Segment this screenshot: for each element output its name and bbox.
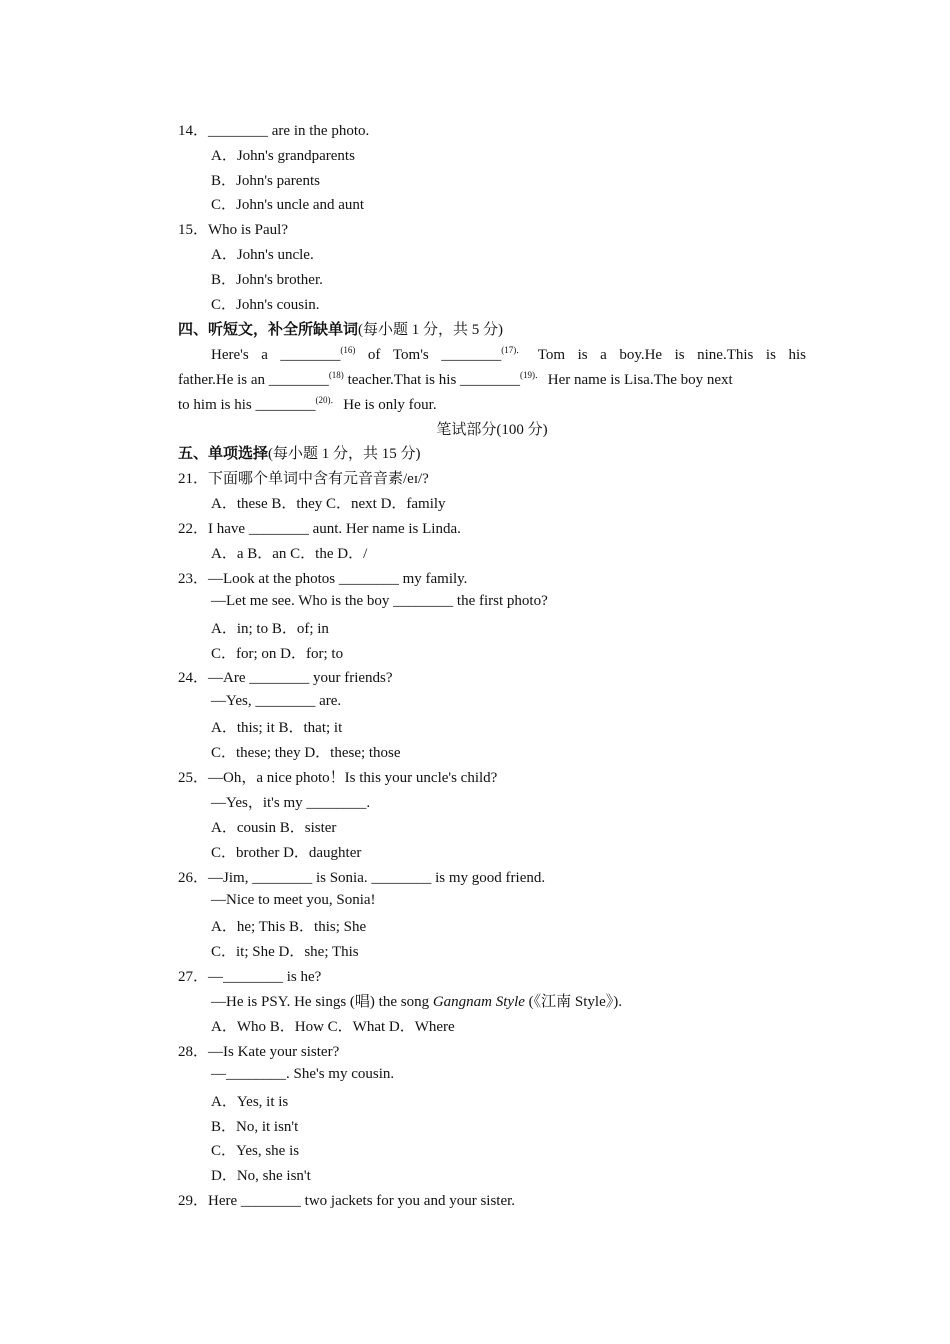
question-stem-2: —Yes，it's my ________. [211, 795, 371, 811]
question-27: 27．—________ is he? [178, 969, 322, 985]
question-number: 15． [178, 222, 209, 238]
options: A．in; to B．of; in [211, 621, 329, 637]
question-stem: ________ are in the photo. [208, 123, 370, 139]
question-26: 26．—Jim, ________ is Sonia. ________ is my good friend. [178, 870, 546, 886]
options: A．cousin B．sister [211, 820, 337, 836]
question-stem-2: —Nice to meet you, Sonia! [211, 892, 376, 908]
question-22: 22．I have ________ aunt. Her name is Linda. [178, 521, 461, 537]
question-number: 14． [178, 123, 209, 139]
option-b: B．John's parents [211, 173, 320, 189]
section-score: (每小题 1 分，共 15 分) [268, 446, 421, 462]
question-14 [178, 121, 369, 141]
options: A．a B．an C．the D．/ [211, 546, 368, 562]
question-stem-2: —Yes, ________ are. [211, 693, 342, 709]
blank-16: ________ [280, 347, 341, 363]
section-title: 四、听短文，补全所缺单词 [178, 322, 359, 338]
options: C．these; they D．these; those [211, 745, 401, 761]
option-b: B．No, it isn't [211, 1119, 299, 1135]
question-stem-2: —He is PSY. He sings (唱) the song Gangnam Style (《江南 Style》). [211, 994, 622, 1010]
question-25: 25．—Oh，a nice photo！Is this your uncle's child? [178, 770, 498, 786]
passage-line-2: father.He is an ________$^{(18)}$ teacher.That is his ________$^{(19).}$ Her name is Lisa.The boy next [178, 370, 733, 388]
options: A．Who B．How C．What D．Where [211, 1019, 455, 1035]
section-title: 五、单项选择 [178, 446, 269, 462]
question-23: 23．—Look at the photos ________ my family. [178, 571, 468, 587]
option-d: D．No, she isn't [211, 1168, 311, 1184]
option-a: A．John's uncle. [211, 247, 314, 263]
option-c: C．John's cousin. [211, 297, 320, 313]
section-5-heading [178, 444, 421, 464]
question-15 [178, 220, 288, 240]
option-a: A．Yes, it is [211, 1094, 289, 1110]
section-score: (每小题 1 分，共 5 分) [358, 322, 504, 338]
question-28: 28．—Is Kate your sister? [178, 1044, 340, 1060]
passage-line-3: to him is his ________$^{(20).}$ He is only four. [178, 395, 437, 413]
question-21: 21．下面哪个单词中含有元音音素/eɪ/? [178, 471, 429, 487]
question-29: 29．Here ________ two jackets for you and your sister. [178, 1193, 516, 1209]
options: A．this; it B．that; it [211, 720, 343, 736]
option-a: A．John's grandparents [211, 148, 355, 164]
song-title: Gangnam Style [432, 994, 525, 1010]
question-stem: Who is Paul? [208, 222, 289, 238]
blank-17: ________ [441, 347, 502, 363]
written-part-title: 笔试部分(100 分) [436, 422, 548, 438]
option-c: C．John's uncle and aunt [211, 197, 365, 213]
question-stem-2: —________. She's my cousin. [211, 1066, 395, 1082]
options: C．brother D．daughter [211, 845, 362, 861]
options: C．for; on D．for; to [211, 646, 344, 662]
passage-line-1: Here's a ________$^{(16)}$ of Tom's ________$^{(17).}$ Tom is a boy.He is nine.This is his [211, 345, 806, 363]
options: C．it; She D．she; This [211, 944, 359, 960]
option-c: C．Yes, she is [211, 1143, 300, 1159]
options: A．these B．they C．next D．family [211, 496, 446, 512]
option-b: B．John's brother. [211, 272, 323, 288]
options: A．he; This B．this; She [211, 919, 367, 935]
question-24: 24．—Are ________ your friends? [178, 670, 393, 686]
question-stem-2: —Let me see. Who is the boy ________ the first photo? [211, 593, 548, 609]
section-4-heading [178, 320, 503, 340]
